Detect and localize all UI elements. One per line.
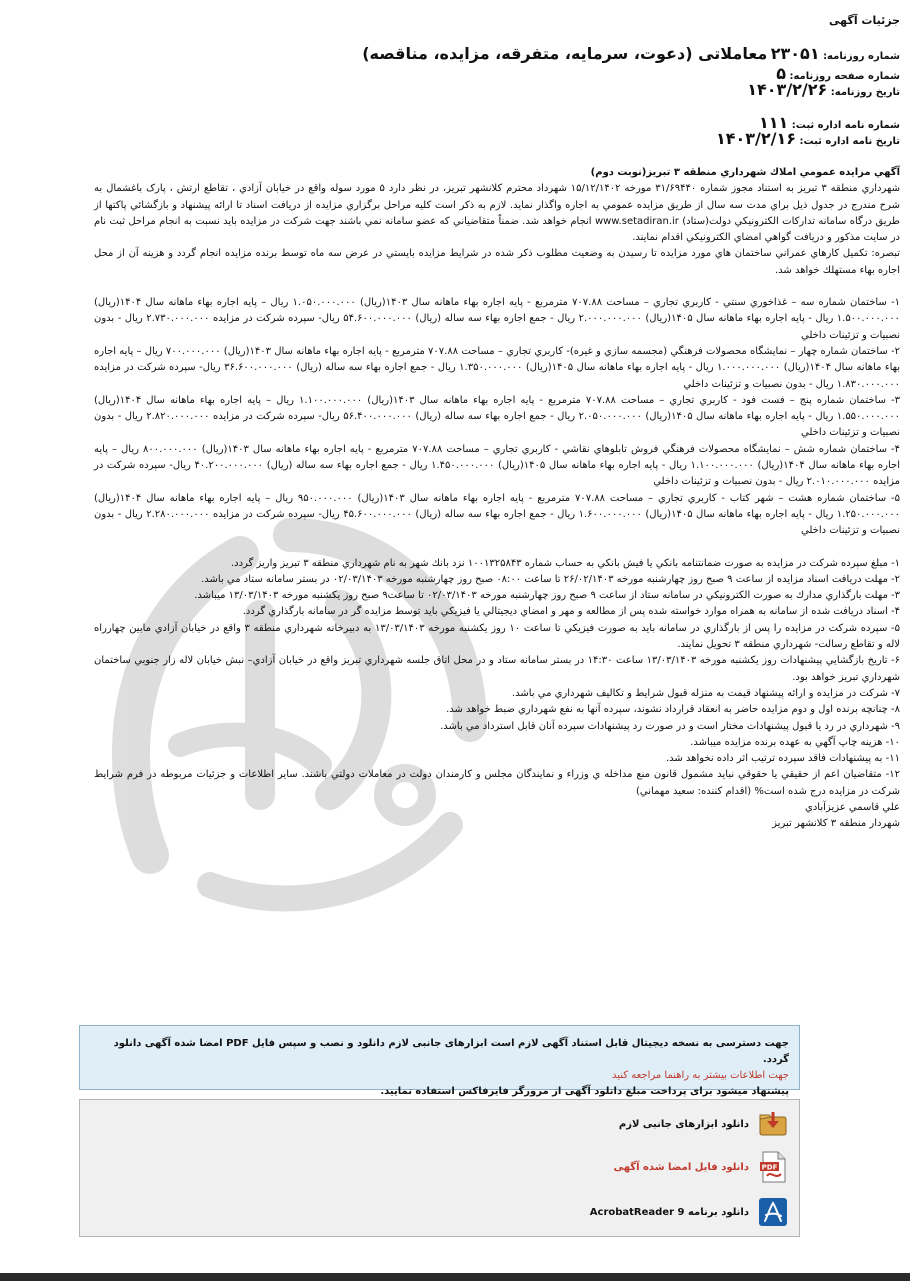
download-signed-file-link[interactable]	[614, 1150, 789, 1184]
newspaper-date-row	[747, 80, 900, 99]
office-date-label: تاریخ نامه اداره ثبت:	[799, 136, 900, 147]
info-line-firefox-tip: پیشنهاد میشود برای پرداخت مبلغ دانلود آگهی از مرورگر فایرفاکس استفاده نمایید.	[380, 1086, 789, 1097]
download-tools-label: دانلود ابزارهای جانبی لازم	[618, 1118, 749, 1130]
ad-condition: ۶- تاريخ بازگشايي پيشنهادات روز يكشنبه مورخه ۱۳/۰۳/۱۴۰۳ ساعت ۱۴:۳۰ در بستر سامانه ستاد و در محل اتاق جلسه شهرداري تبريز واقع در خيابان آزادي– نبش خيابان لاله زار جنوبي ساختمان شهرداري تبريز خواهد بود.	[94, 655, 901, 683]
spacer	[94, 279, 900, 295]
download-acrobat-reader-link[interactable]	[590, 1196, 789, 1228]
download-folder-icon	[757, 1108, 789, 1140]
newspaper-date-label: تاریخ روزنامه:	[830, 87, 900, 98]
page-title: جزئيات آگهی	[829, 14, 900, 27]
help-guide-link[interactable]: جهت اطلاعات بیشتر به راهنما مراجعه کنید	[611, 1070, 789, 1081]
ad-condition: ۹- شهرداري در رد يا قبول پيشنهادات مختار است و در صورت رد پيشنهادات سپرده آنان قابل استرداد مي باشد.	[440, 720, 900, 732]
ad-title: آگهي مزايده عمومي املاك شهرداري منطقه ۳ تبريز(نوبت دوم)	[590, 167, 900, 178]
ad-item: ۵- ساختمان شماره هشت – شهر كتاب - كاربري تجاري – مساحت ۷۰۷.۸۸ مترمربع - پايه اجاره بهاء ماهانه سال ۱۴۰۳(ريال) ۹۵۰.۰۰۰.۰۰۰ ريال – پايه اجاره بهاء ماهانه سال ۱۴۰۴(ريال) ۱.۲۵۰.۰۰۰.۰۰۰ ريال - پايه اجاره بهاء ماهانه سال ۱۴۰۵(ريال) ۱.۶۰۰.۰۰۰.۰۰۰ ريال - جمع اجاره بهاء سه ساله (ريال) ۴۵.۶۰۰.۰۰۰.۰۰۰ ريال- سپرده شركت در مزايده ۲.۲۸۰.۰۰۰.۰۰۰ ريال - بدون نصبيات و تزئينات داخلي	[94, 492, 901, 537]
office-date-row	[716, 129, 900, 148]
download-signed-file-label: دانلود فایل امضا شده آگهی	[613, 1161, 749, 1173]
page-number: ۵	[776, 64, 786, 83]
office-letter-label: شماره نامه اداره ثبت:	[791, 120, 900, 131]
ad-condition: ۱۰- هزينه چاپ آگهي به عهده برنده مزايده ميباشد.	[690, 736, 900, 748]
ad-condition: ۱- مبلغ سپرده شركت در مزايده به صورت ضمانتنامه بانكي يا فيش بانكي به حساب شماره ۱۰۰۱۳۲۵۸۴۳ نزد بانك شهر به نام شهرداري منطقه ۳ تبريز واريز گردد.	[230, 557, 900, 569]
ad-note: تبصره: تكميل كارهاي عمراني ساختمان هاي مورد مزايده تا رسيدن به وضعيت مطلوب ذكر شده در شرايط مزايده بايستي در عرض سه ماه توسط برنده مزايده انجام گردد و هزينه آن از محل اجاره بهاء مستهلك خواهد شد.	[94, 248, 900, 276]
digital-access-info-box	[79, 1025, 800, 1097]
svg-text:PDF: PDF	[761, 1163, 778, 1172]
downloads-panel	[79, 1099, 800, 1237]
signer-name: علي قاسمي عزيزآبادي	[805, 801, 900, 813]
newspaper-number: ۲۳۰۵۱	[770, 44, 820, 63]
newspaper-number-row	[362, 44, 900, 63]
ad-condition: ۳- مهلت بارگذاري مدارك به صورت الكترونيكي در سامانه ستاد از ساعت ۹ صبح روز چهارشنبه مورخه ۰۲/۰۳/۱۴۰۳ تا ساعت۹ صبح روز يكشنبه مورخه ۱۳/۰۳/۱۴۰۳ ميباشد.	[194, 590, 900, 602]
bottom-bar	[0, 1273, 910, 1281]
download-acrobat-reader-label: دانلود برنامه AcrobatReader 9	[589, 1206, 749, 1218]
ad-condition: ۷- شركت در مزايده و ارائه پيشنهاد قيمت به منزله قبول شرايط و تكاليف شهرداري مي باشد.	[511, 687, 900, 699]
newspaper-section: معاملاتی (دعوت، سرمایه، متفرقه، مزایده، مناقصه)	[362, 44, 768, 63]
ad-item: ۳- ساختمان شماره پنج – فست فود - كاربري تجاري – مساحت ۷۰۷.۸۸ مترمربع - پايه اجاره بهاء ماهانه سال ۱۴۰۳(ريال) ۱.۱۰۰.۰۰۰.۰۰۰ ريال – پايه اجاره بهاء ماهانه سال ۱۴۰۴(ريال) ۱.۵۵۰.۰۰۰.۰۰۰ ريال - پايه اجاره بهاء ماهانه سال ۱۴۰۵(ريال) ۲.۰۵۰.۰۰۰.۰۰۰ ريال - جمع اجاره بهاء سه ساله (ريال) ۵۶.۴۰۰.۰۰۰.۰۰۰ ريال- سپرده شركت در مزايده ۲.۸۲۰.۰۰۰.۰۰۰ ريال - بدون نصبيات و تزئينات داخلي	[94, 394, 901, 439]
office-date: ۱۴۰۳/۲/۱۶	[715, 129, 796, 148]
download-tools-link[interactable]	[619, 1108, 789, 1140]
signer-title: شهردار منطقه ۳ كلانشهر تبريز	[772, 818, 900, 830]
acrobat-reader-icon	[757, 1196, 789, 1228]
info-line-digital-access: جهت دسترسی به نسخه دیجیتال قابل استناد آگهی لازم است ابزارهای جانبی لازم دانلود و نصب و سپس فایل PDF امضا شده آگهی دانلود گردد.	[113, 1038, 789, 1065]
ad-condition: ۸- چنانچه برنده اول و دوم مزايده حاضر به انعقاد قرارداد نشوند، سپرده آنها به نفع شهرداري ضبط خواهد شد.	[446, 704, 900, 716]
ad-condition: ۵- سپرده شركت در مزايده را پس از بارگذاري در سامانه بايد به صورت فيزيكي تا ساعت ۱۰ روز يكشنبه مورخه ۱۳/۰۳/۱۴۰۳ به دبيرخانه شهرداري منطقه ۳ واقع در خيابان آزادي مابين چهارراه لاله و تقاطع رسالت- شهرداري منطقه ۳ تحويل نمايند.	[94, 622, 900, 651]
newspaper-date: ۱۴۰۳/۲/۲۶	[747, 80, 828, 99]
page-number-label: شماره صفحه روزنامه:	[789, 71, 900, 82]
pdf-file-icon	[757, 1150, 789, 1184]
ad-condition: ۴- اسناد دريافت شده از سامانه به همراه موارد خواسته شده پس از مطالعه و مهر و امضاي ديجيتالي يا فيزيكي بايد توسط مزايده گر در سامانه بارگذاري گردد.	[242, 606, 900, 618]
ad-item: ۴- ساختمان شماره شش – نمايشگاه محصولات فرهنگي فروش تابلوهاي نقاشي - كاربري تجاري – مساحت ۷۰۷.۸۸ مترمربع - پايه اجاره بهاء ماهانه سال ۱۴۰۳(ريال) ۸۰۰.۰۰۰.۰۰۰ ريال – پايه اجاره بهاء ماهانه سال ۱۴۰۴(ريال) ۱.۱۰۰.۰۰۰.۰۰۰ ريال - پايه اجاره بهاء ماهانه سال ۱۴۰۵(ريال) ۱.۴۵۰.۰۰۰.۰۰۰ ريال - جمع اجاره بهاء سه ساله (ريال) ۴۰.۲۰۰.۰۰۰.۰۰۰ ريال- سپرده شركت در مزايده ۲.۰۱۰.۰۰۰.۰۰۰ ريال - بدون نصبيات و تزئينات داخلي	[94, 443, 901, 488]
ad-body	[94, 165, 900, 833]
ad-condition: ۲- مهلت دريافت اسناد مزايده از ساعت ۹ صبح روز چهارشنبه مورخه ۲۶/۰۲/۱۴۰۳ تا ساعت ۰۸:۰۰ صبح روز چهارشنبه مورخه ۰۲/۰۳/۱۴۰۳ در بستر سامانه ستاد مي باشد.	[201, 573, 900, 585]
ad-condition: ۱۱- به پيشنهادات فاقد سپرده ترتيب اثر داده نخواهد شد.	[665, 753, 900, 765]
ad-item: ۲- ساختمان شماره چهار – نمايشگاه محصولات فرهنگي (مجسمه سازي و غيره)- كاربري تجاري – مساحت ۷۰۷.۸۸ مترمربع - پايه اجاره بهاء ماهانه سال ۱۴۰۳(ريال) ۷۰۰.۰۰۰.۰۰۰ ريال – پايه اجاره بهاء ماهانه سال ۱۴۰۴(ريال) ۱.۰۰۰.۰۰۰.۰۰۰ ريال - پايه اجاره بهاء ماهانه سال ۱۴۰۵(ريال) ۱.۳۵۰.۰۰۰.۰۰۰ ريال - جمع اجاره بهاء سه ساله (ريال) ۳۶.۶۰۰.۰۰۰.۰۰۰ ريال- سپرده شركت در مزايده ۱.۸۳۰.۰۰۰.۰۰۰ ريال - بدون نصبيات و تزئينات داخلي	[94, 345, 901, 390]
ad-item: ۱- ساختمان شماره سه – غذاخوري سنتي - كاربري تجاري – مساحت ۷۰۷.۸۸ مترمربع - پايه اجاره بهاء ماهانه سال ۱۴۰۳(ريال) ۱.۰۵۰.۰۰۰.۰۰۰ ريال – پايه اجاره بهاء ماهانه سال ۱۴۰۴(ريال) ۱.۵۰۰.۰۰۰.۰۰۰ ريال - پايه اجاره بهاء ماهانه سال ۱۴۰۵(ريال) ۲.۰۰۰.۰۰۰.۰۰۰ ريال - جمع اجاره بهاء سه ساله (ريال) ۵۴.۶۰۰.۰۰۰.۰۰۰ ريال- سپرده شركت در مزايده ۲.۷۳۰.۰۰۰.۰۰۰ ريال - بدون نصبيات و تزئينات داخلي	[94, 297, 901, 341]
ad-intro: شهرداري منطقه ۳ تبريز به استناد مجوز شماره ۳۱/۶۹۴۴۰ مورخه ۱۵/۱۲/۱۴۰۲ شهرداد محترم كلانشهر تبريز، در نظر دارد ۵ مورد سوله واقع در خيابان آزادي ، تقاطع ارتش ، پارک باغشمال به شرح مندرج در جدول ذيل براي مدت سه سال از طريق مزايده عمومي به اجاره واگذار نمايد. لازم به ذكر است كليه مراحل برگزاري مزايده از دريافت اسناد تا ارائه پيشنهاد و بازگشائي پاكتها از طريق درگاه سامانه تداركات الكترونيكي دولت(ستاد) www.setadiran.ir انجام خواهد شد. ضمناً متقاضياني كه عضو سامانه نمي باشند جهت شركت در مزايده بايد نسبت به انجام مراحل ثبت نام در سايت مذكور و دريافت گواهي امضاي الكترونيكي اقدام نمايند.	[94, 183, 900, 244]
newspaper-number-label: شماره روزنامه:	[823, 51, 900, 62]
ad-condition: ۱۲- متقاضيان اعم از حقيقي يا حقوقي نبايد مشمول قانون منع مداخله ي وزراء و نمايندگان مجلس و كارمندان دولت در معاملات دولتي باشند. ساير اطلاعات و جزئيات مربوطه در فرم شرايط شركت در مزايده درج شده است% (اقدام كننده: سعيد مهماني)	[94, 769, 900, 797]
office-letter-number: ۱۱۱	[758, 113, 789, 132]
spacer	[94, 540, 900, 556]
